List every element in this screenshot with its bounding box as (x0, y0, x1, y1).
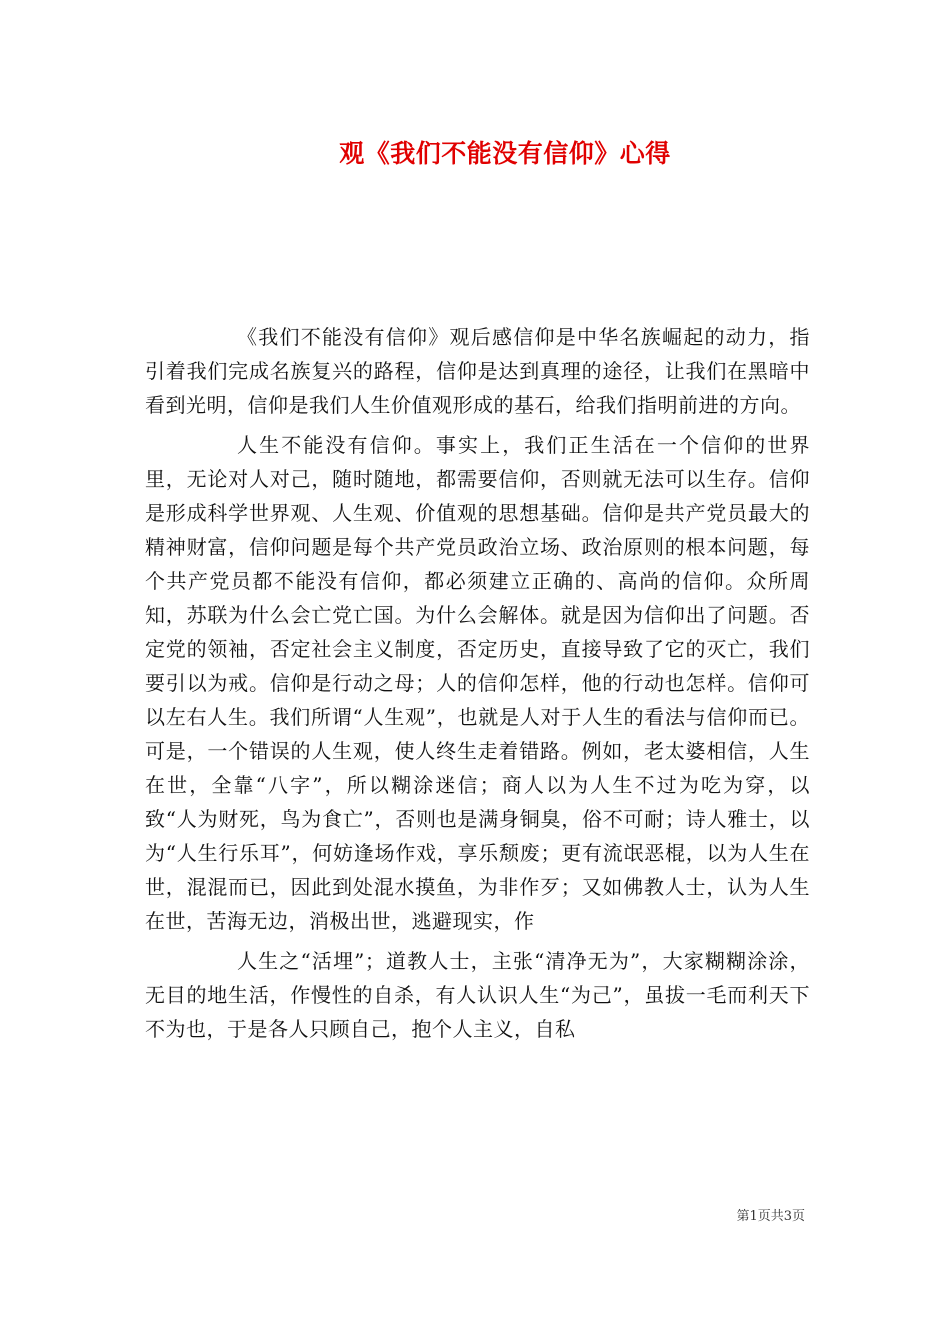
document-body (145, 320, 810, 1052)
document-title: 观《我们不能没有信仰》心得 (339, 139, 671, 168)
paragraph-1: 《我们不能没有信仰》观后感信仰是中华名族崛起的动力，指引着我们完成名族复兴的路程，信仰是达到真理的途径，让我们在黑暗中看到光明，信仰是我们人生价值观形成的基石，给我们指明前进的方向。 (145, 325, 810, 417)
paragraph-2: 人生不能没有信仰。事实上，我们正生活在一个信仰的世界里，无论对人对己，随时随地，都需要信仰，否则就无法可以生存。信仰是形成科学世界观、人生观、价值观的思想基础。信仰是共产党员最大的精神财富，信仰问题是每个共产党员政治立场、政治原则的根本问题，每个共产党员都不能没有信仰，都必须建立正确的、高尚的信仰。众所周知，苏联为什么会亡党亡国。为什么会解体。就是因为信仰出了问题。否定党的领袖，否定社会主义制度，否定历史，直接导致了它的灭亡，我们要引以为戒。信仰是行动之母；人的信仰怎样，他的行动也怎样。信仰可以左右人生。我们所谓“人生观”，也就是人对于人生的看法与信仰而已。可是，一个错误的人生观，使人终生走着错路。例如，老太婆相信，人生在世，全靠“八字”，所以糊涂迷信；商人以为人生不过为吃为穿，以致“人为财死，鸟为食亡”，否则也是满身铜臭，俗不可耐；诗人雅士，以为“人生行乐耳”，何妨逢场作戏，享乐颓废；更有流氓恶棍，以为人生在世，混混而已，因此到处混水摸鱼，为非作歹；又如佛教人士，认为人生在世，苦海无边，消极出世，逃避现实，作 (145, 433, 810, 933)
paragraph-3: 人生之“活埋”；道教人士，主张“清净无为”，大家糊糊涂涂，无目的地生活，作慢性的自杀，有人认识人生“为己”，虽拔一毛而利天下不为也，于是各人只顾自己，抱个人主义，自私 (145, 949, 810, 1041)
page-number-footer: 第1页共3页 (736, 1209, 805, 1224)
